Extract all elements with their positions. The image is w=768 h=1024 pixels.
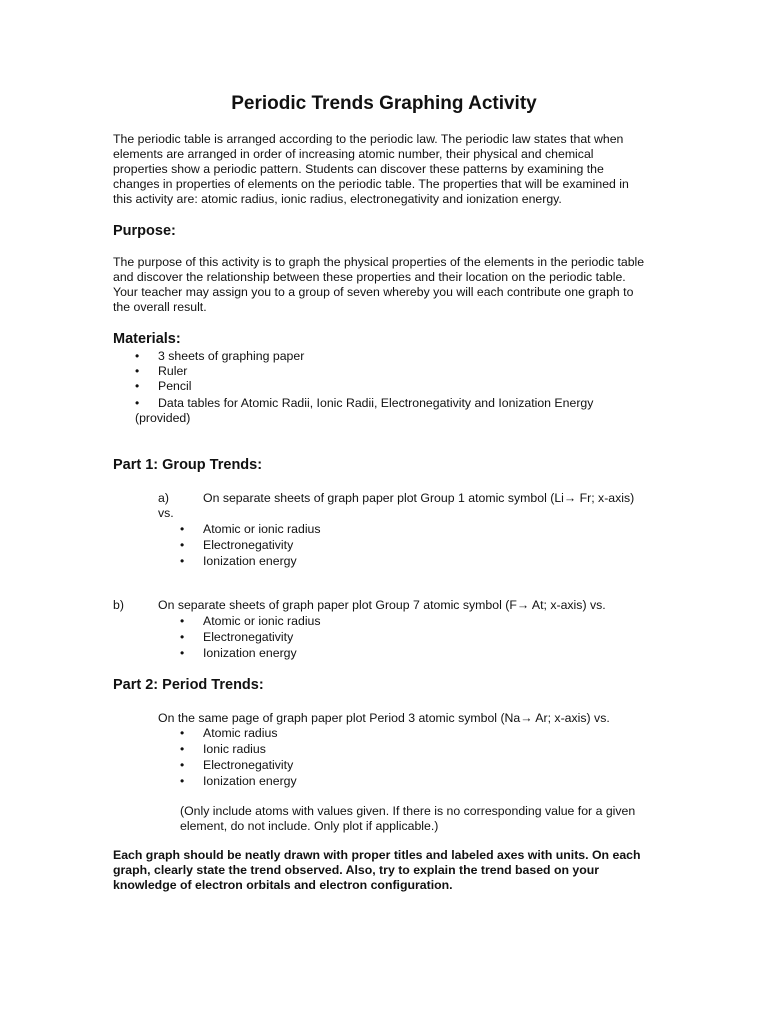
part2-note: (Only include atoms with values given. If there is no corresponding value for a given (180, 804, 636, 818)
part2-note: element, do not include. Only plot if applicable.) (180, 819, 439, 833)
materials-item: Ruler (158, 364, 188, 378)
materials-item: Data tables for Atomic Radii, Ionic Radii, Electronegativity and Ionization Energy (158, 396, 594, 410)
intro-line: properties show a periodic pattern. Students can discover these patterns by examining the (113, 162, 604, 176)
part2-item: Ionization energy (203, 774, 297, 788)
bullet-icon: • (180, 614, 185, 628)
part2-item: Ionic radius (203, 742, 266, 756)
purpose-heading: Purpose: (113, 223, 176, 239)
materials-item: 3 sheets of graphing paper (158, 349, 305, 363)
materials-item: Pencil (158, 379, 192, 393)
part1-b-item: Electronegativity (203, 630, 294, 644)
intro-line: this activity are: atomic radius, ionic radius, electronegativity and ionization energy. (113, 192, 562, 206)
bullet-icon: • (135, 379, 140, 393)
bullet-icon: • (180, 726, 185, 740)
intro-line: The periodic table is arranged according to the periodic law. The periodic law states that when (113, 132, 624, 146)
purpose-line: and discover the relationship between these properties and their location on the periodic table. (113, 270, 626, 284)
part2-item: Atomic radius (203, 726, 278, 740)
intro-line: changes in properties of elements on the periodic table. The properties that will be examined in (113, 177, 629, 191)
purpose-line: The purpose of this activity is to graph the physical properties of the elements in the periodic table (113, 255, 645, 269)
part1-b-item: Atomic or ionic radius (203, 614, 321, 628)
bullet-icon: • (180, 742, 185, 756)
part2-heading: Part 2: Period Trends: (113, 677, 264, 693)
bullet-icon: • (180, 554, 185, 568)
part1-b-text: On separate sheets of graph paper plot Group 7 atomic symbol (F→ At; x-axis) vs. (158, 598, 606, 612)
bullet-icon: • (180, 774, 185, 788)
closing-line: Each graph should be neatly drawn with proper titles and labeled axes with units. On each (113, 848, 641, 862)
part1-a-item: Electronegativity (203, 538, 294, 552)
bullet-icon: • (135, 396, 140, 410)
bullet-icon: • (180, 522, 185, 536)
page-title: Periodic Trends Graphing Activity (231, 93, 537, 114)
part2-text: On the same page of graph paper plot Period 3 atomic symbol (Na→ Ar; x-axis) vs. (158, 711, 610, 725)
bullet-icon: • (180, 630, 185, 644)
closing-line: graph, clearly state the trend observed. Also, try to explain the trend based on your (113, 863, 600, 877)
part1-a-text: On separate sheets of graph paper plot Group 1 atomic symbol (Li→ Fr; x-axis) (203, 491, 635, 505)
part2-item: Electronegativity (203, 758, 294, 772)
part1-heading: Part 1: Group Trends: (113, 457, 263, 473)
part1-b-item: Ionization energy (203, 646, 297, 660)
part1-a-label: a) (158, 491, 169, 505)
materials-item-continued: (provided) (135, 411, 191, 425)
closing-line: knowledge of electron orbitals and electron configuration. (113, 878, 453, 892)
bullet-icon: • (135, 364, 140, 378)
intro-line: elements are arranged in order of increasing atomic number, their physical and chemical (113, 147, 594, 161)
bullet-icon: • (135, 349, 140, 363)
part1-a-item: Ionization energy (203, 554, 297, 568)
purpose-line: Your teacher may assign you to a group of seven whereby you will each contribute one graph to (113, 285, 634, 299)
materials-heading: Materials: (113, 331, 181, 347)
bullet-icon: • (180, 758, 185, 772)
purpose-line: the overall result. (113, 300, 207, 314)
bullet-icon: • (180, 646, 185, 660)
part1-b-label: b) (113, 598, 124, 612)
part1-a-continued: vs. (158, 506, 174, 520)
part1-a-item: Atomic or ionic radius (203, 522, 321, 536)
bullet-icon: • (180, 538, 185, 552)
